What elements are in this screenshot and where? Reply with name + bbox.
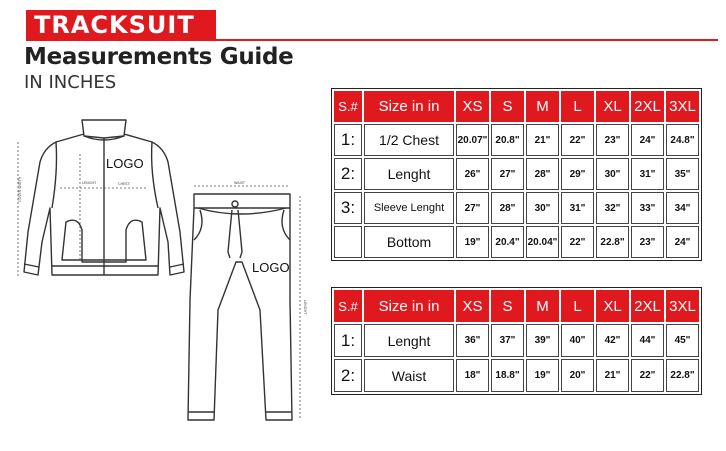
header-cell: S.# (334, 290, 362, 322)
row-number: 1: (334, 324, 362, 357)
size-value: 28" (526, 158, 559, 190)
size-value: 20.07" (456, 124, 489, 156)
header-cell: 2XL (631, 290, 664, 322)
pants-size-table (331, 287, 702, 395)
row-label: Sleeve Lenght (364, 192, 454, 224)
table-row (334, 124, 699, 156)
size-value: 26" (456, 158, 489, 190)
size-value: 20.8" (491, 124, 524, 156)
size-value: 30" (526, 192, 559, 224)
header-cell: M (526, 290, 559, 322)
jacket-size-table (331, 88, 702, 261)
size-value: 44" (631, 324, 664, 357)
tracksuit-banner: TRACKSUIT (26, 10, 216, 40)
size-value: 21" (596, 359, 629, 392)
header-cell: S (491, 91, 524, 122)
row-number: 3: (334, 192, 362, 224)
size-value: 35" (666, 158, 699, 190)
size-value: 31" (631, 158, 664, 190)
size-value: 36" (456, 324, 489, 357)
pants-logo: LOGO (252, 260, 290, 275)
row-label: 1/2 Chest (364, 124, 454, 156)
table-row (334, 359, 699, 392)
table-row (334, 324, 699, 357)
row-number: 1: (334, 124, 362, 156)
header-cell: S.# (334, 91, 362, 122)
header-cell: S (491, 290, 524, 322)
table-row (334, 192, 699, 224)
pants-waist-label: WAIST (234, 181, 246, 185)
header-cell: 3XL (666, 290, 699, 322)
size-value: 20.4" (491, 226, 524, 258)
header-cell: L (561, 290, 594, 322)
size-value: 39" (526, 324, 559, 357)
size-value: 22" (561, 124, 594, 156)
row-label: Lenght (364, 324, 454, 357)
size-value: 22" (631, 359, 664, 392)
size-value: 18.8" (491, 359, 524, 392)
size-value: 45" (666, 324, 699, 357)
size-value: 24" (666, 226, 699, 258)
size-value: 34" (666, 192, 699, 224)
size-value: 42" (596, 324, 629, 357)
header-cell: Size in in (364, 290, 454, 322)
page-title: Measurements Guide (24, 44, 294, 70)
size-value: 20.04" (526, 226, 559, 258)
size-value: 27" (456, 192, 489, 224)
size-value: 29" (561, 158, 594, 190)
size-value: 22.8" (666, 359, 699, 392)
header-cell: 3XL (666, 91, 699, 122)
jacket-chest-label: CHEST (118, 182, 130, 186)
size-value: 19" (526, 359, 559, 392)
header-cell: XS (456, 290, 489, 322)
row-label: Waist (364, 359, 454, 392)
header-cell: L (561, 91, 594, 122)
row-number (334, 226, 362, 258)
size-value: 19" (456, 226, 489, 258)
header-cell: M (526, 91, 559, 122)
size-value: 20" (561, 359, 594, 392)
size-value: 23" (596, 124, 629, 156)
pants-illustration (180, 180, 310, 430)
row-number: 2: (334, 158, 362, 190)
size-value: 22.8" (596, 226, 629, 258)
size-value: 27" (491, 158, 524, 190)
pants-length-label: LENGHT (303, 300, 307, 315)
size-value: 40" (561, 324, 594, 357)
size-value: 18" (456, 359, 489, 392)
row-label: Bottom (364, 226, 454, 258)
size-value: 33" (631, 192, 664, 224)
jacket-illustration (8, 112, 188, 292)
header-cell: XL (596, 91, 629, 122)
row-number: 2: (334, 359, 362, 392)
table-header-row (334, 91, 699, 122)
table-row (334, 226, 699, 258)
header-divider (26, 39, 718, 41)
header-cell: 2XL (631, 91, 664, 122)
jacket-logo: LOGO (106, 156, 144, 171)
size-value: 21" (526, 124, 559, 156)
size-value: 23" (631, 226, 664, 258)
size-value: 24" (631, 124, 664, 156)
row-label: Lenght (364, 158, 454, 190)
size-value: 37" (491, 324, 524, 357)
header-cell: XS (456, 91, 489, 122)
jacket-length-label: LENGHT (82, 181, 97, 185)
size-value: 24.8" (666, 124, 699, 156)
jacket-cover-width-label: COVER WIDTH (18, 176, 22, 202)
size-value: 28" (491, 192, 524, 224)
size-value: 22" (561, 226, 594, 258)
size-value: 30" (596, 158, 629, 190)
header-cell: XL (596, 290, 629, 322)
size-value: 31" (561, 192, 594, 224)
page-subtitle: IN INCHES (24, 72, 117, 93)
size-value: 32" (596, 192, 629, 224)
table-header-row (334, 290, 699, 322)
table-row (334, 158, 699, 190)
header-cell: Size in in (364, 91, 454, 122)
